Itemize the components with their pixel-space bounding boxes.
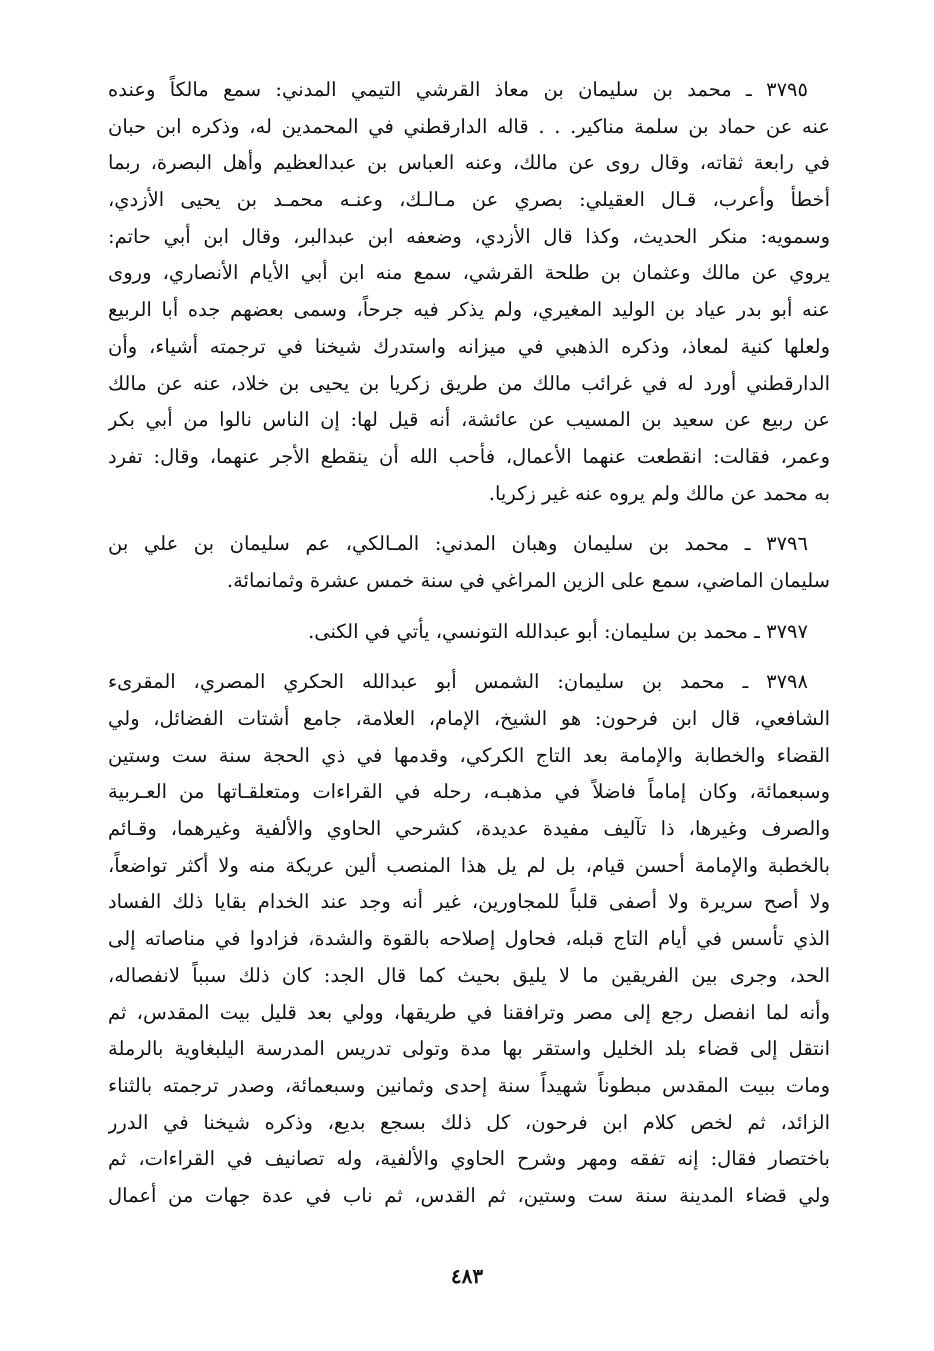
text-line: سليمان الماضي، سمع على الزين المراغي في سنة خمس عشرة وثمانمائة.	[226, 568, 830, 592]
text-line: والصرف وغيرها، ذا تآليف مفيدة عديدة، كشرحي الحاوي والألفية وغيرهما، وقـائم	[108, 817, 830, 841]
text-line: عنه أبو بدر عياد بن الوليد المغيري، ولم يذكر فيه جرحاً، وسمى بعضهم جده أبا الربيع	[108, 298, 830, 322]
text-line: بالخطبة والإمامة أحسن قيام، بل لم يل هذا المنصب ألين عريكة منه ولا أكثر تواضعاً،	[108, 853, 830, 877]
text-line: الذي تأسس في أيام التاج قبله، فحاول إصلاحه بالقوة والشدة، فزادوا في مناصاته إلى	[108, 927, 830, 951]
text-line: القضاء والخطابة والإمامة بعد التاج الكركي، وقدمها في ذي الحجة سنة ست وستين	[108, 743, 830, 767]
entry-3795	[108, 72, 830, 512]
text-line: ٣٧٩٦ ـ محمد بن سليمان وهبان المدني: المـالكي، عم سليمان بن علي بن	[108, 532, 808, 556]
text-line: ٣٧٩٨ ـ محمد بن سليمان: الشمس أبو عبدالله الحكري المصري، المقرىء	[108, 670, 808, 694]
text-line: ولي قضاء المدينة سنة ست وستين، ثم القدس، ثم ناب في عدة جهات من أعمال	[108, 1183, 830, 1207]
text-line: وسبعمائة، وكان إماماً فاضلاً في مذهبـه، رحله في القراءات ومتعلقـاتها من العـربية	[108, 780, 830, 804]
text-line: ولعلها كنية لمعاذ، وذكره الذهبي في ميزانه واستدرك شيخنا في ترجمته أشياء، وأن	[108, 334, 830, 358]
entry-3797	[108, 614, 830, 651]
entry-3796	[108, 526, 830, 599]
text-line: به محمد عن مالك ولم يروه عنه غير زكريا.	[488, 481, 830, 505]
text-line: الدارقطني أورد له في غرائب مالك من طريق زكريا بن يحيى بن خلاد، عنه عن مالك	[108, 371, 830, 395]
text-line: في رابعة ثقاته، وقال روى عن مالك، وعنه العباس بن عبدالعظيم وأهل البصرة، ربما	[108, 151, 830, 175]
text-line: الشافعي، قال ابن فرحون: هو الشيخ، الإمام، العلامة، جامع أشتات الفضائل، ولي	[108, 707, 830, 730]
text-line: وعمر، فقالت: انقطعت عنهما الأعمال، فأحب الله أن ينقطع الأجر عنهما، وقال: تفرد	[108, 444, 830, 468]
text-line: ومات ببيت المقدس مبطوناً شهيداً سنة إحدى وثمانين وسبعمائة، وصدر ترجمته بالثناء	[108, 1073, 830, 1097]
text-line: ٣٧٩٥ ـ محمد بن سليمان بن معاذ القرشي التيمي المدني: سمع مالكاً وعنده	[108, 78, 808, 101]
text-body	[108, 72, 830, 1215]
text-line: عنه عن حماد بن سلمة مناكير. . . قاله الدارقطني في المحمدين له، وذكره ابن حبان	[108, 114, 830, 138]
paragraph-gap	[108, 600, 830, 614]
paragraph-gap	[108, 512, 830, 526]
paragraph-gap	[108, 650, 830, 664]
text-line: عن ربيع عن سعيد بن المسيب عن عائشة، أنه قيل لها: إن الناس نالوا من أبي بكر	[108, 408, 830, 432]
text-line: الزائد، ثم لخص كلام ابن فرحون، كل ذلك بسجع بديع، وذكره شيخنا في الدرر	[108, 1110, 830, 1134]
text-line: انتقل إلى قضاء بلد الخليل واستقر بها مدة وتولى تدريس المدرسة اليلبغاوية بالرملة	[108, 1037, 830, 1061]
text-line: أخطأ وأعرب، قـال العقيلي: بصري عن مـالـك، وعنـه محمـد بن يحيى الأزدي،	[108, 188, 830, 212]
text-line: يروي عن مالك وعثمان بن طلحة القرشي، سمع منه ابن أبي الأيام الأنصاري، وروى	[108, 261, 830, 285]
page-number: ٤٨٣	[450, 1264, 484, 1288]
text-line: الحد، وجرى بين الفريقين ما لا يليق بحيث كما قال الجد: كان ذلك سبباً لانفصاله،	[108, 963, 830, 987]
text-line: وسمويه: منكر الحديث، وكذا قال الأزدي، وضعفه ابن عبدالبر، وقال ابن أبي حاتم:	[108, 224, 830, 248]
text-line: ٣٧٩٧ ـ محمد بن سليمان: أبو عبدالله التونسي، يأتي في الكنى.	[308, 619, 808, 643]
entry-3798	[108, 664, 830, 1214]
text-line: باختصار فقال: إنه تفقه ومهر وشرح الحاوي والألفية، وله تصانيف في القراءات، ثم	[108, 1147, 830, 1171]
text-line: وأنه لما انفصل رجع إلى مصر وترافقنا في طريقها، وولي بعد قليل بيت المقدس، ثم	[108, 1000, 830, 1024]
text-line: ولا أصح سريرة ولا أصفى قلباً للمجاورين، غير أنه وجد عند الخدام بقايا ذلك الفساد	[108, 890, 830, 914]
